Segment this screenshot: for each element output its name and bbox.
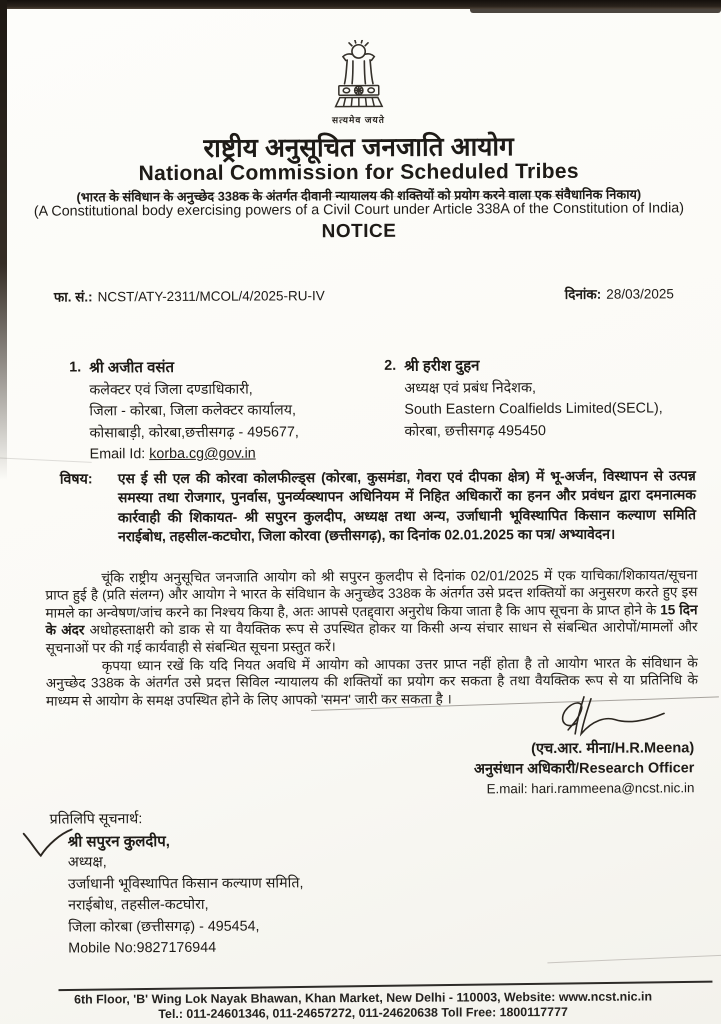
body-paragraph-1-lead: चूंकि राष्ट्रीय अनुसूचित जनजाति आयोग को श्री सपुरन कुलदीप से दिनांक 02/01/2025 में एक याचिका/शिकायत/सूचना प्राप्त हुई है (प्रति संलग्न) और आयोग ने भारत के संविधान के अनुच्छेद 338क के अंतर्गत उसे प्रदत्त शक्तियों का अनुसरण करते हुए इस मामले का अन्वेषण/जांच करने का निश्चय किया है, अतः आपसे एतद्द्वारा अनुरोध किया जाता है कि आप सूचना के प्राप्त होने के [45,567,698,621]
body-paragraph-1 [45,566,697,656]
addressee-1-number: 1. [69,359,82,376]
date-label: दिनांक: [564,286,602,302]
copy-to-line: जिला कोरबा (छत्तीसगढ़) - 495454, [68,918,260,936]
org-subtitle-hindi: (भारत के संविधान के अनुच्छेद 338क के अंतर्गत दीवानी न्यायालय की शक्तियों को प्रयोग करने वाला एक संवैधानिक निकाय) [76,186,642,205]
file-number-value: NCST/ATY-2311/MCOL/4/2025-RU-IV [97,288,325,305]
addressee-2 [384,354,707,464]
subject-text: एस ई सी एल की कोरवा कोलफील्ड्स (कोरबा, कुसमंडा, गेवरा एवं दीपका क्षेत्र) में भू-अर्जन, विस्थापन से उत्पन्न समस्या तथा रोजगार, पुनर्वास, पुनर्व्यव्स्थापन अधिनियम में निहित अधिकारों का हनन और प्रवंधन द्वारा दमनात्मक कार्रवाही की शिकायत- श्री सपुरन कुलदीप, अध्यक्ष तथा अन्य, उर्जाधानी भूविस्थापित किसान कल्याण समिति नराईबोध, तहसील-कटघोरा, जिला कोरवा (छत्तीसगढ़), का दिनांक 02.01.2025 का पत्र/ अभ्यावेदन। [117,467,697,545]
copy-to-line: उर्जाधानी भूविस्थापित किसान कल्याण समिति, [67,874,304,893]
file-number-group [54,286,325,305]
org-title-hindi: राष्ट्रीय अनुसूचित जनजाति आयोग [203,131,514,163]
addressee-2-line: अध्यक्ष एवं प्रबंध निदेशक, [404,379,536,397]
emblem-motto: सत्यमेव जयते [331,114,385,126]
signatory-email-row [474,778,695,799]
org-subtitle-english: (A Constitutional body exercising powers of a Civil Court under Article 338A of the Constitution of India) [33,200,684,220]
copy-to-line: Mobile No:9827176944 [68,939,217,957]
signatory-email-label: E.mail: [486,781,528,797]
subject-section [60,466,696,547]
file-number-label: फा. सं.: [53,289,93,305]
notice-heading: NOTICE [321,220,397,243]
national-emblem-icon [0,38,719,118]
signatory-designation: अनुसंधान अधिकारी/Research Officer [473,760,695,778]
addressee-1-details [89,356,299,466]
addressee-1-line: कोसाबाड़ी, कोरबा,छत्तीसगढ़ - 495677, [89,423,299,441]
org-title-english: National Commission for Scheduled Tribes [138,159,579,186]
addressee-2-number: 2. [384,357,397,374]
copy-to-heading: प्रतिलिपि सूचनार्थ: [49,811,143,828]
copy-to-line: अध्यक्ष, [67,854,107,871]
subject-label: विषय: [59,471,93,488]
addressee-2-line: South Eastern Coalfields Limited(SECL), [404,400,663,418]
body-paragraph-2: कृपया ध्यान रखें कि यदि नियत अवधि में आयोग को आपका उत्तर प्राप्त नहीं होता है तो आयोग भारत के संविधान के अनुच्छेद 338क के अंतर्गत उसे प्रदत्त सिविल न्यायालय की शक्तियों का प्रयोग कर सकता है तथा वैयक्तिक रूप से या प्रतिनिधि के माध्यम से आयोग के समक्ष उपस्थित होने के लिए आपको 'समन' जारी कर सकता है । [45,655,698,709]
addressee-2-name: श्री हरीश दुहन [404,357,480,375]
reference-row [54,284,674,305]
signatory-name: (एच.आर. मीना/H.R.Meena) [531,740,695,758]
footer-address: 6th Floor, 'B' Wing Lok Nayak Bhawan, Khan Market, New Delhi - 110003, Website: www.ncst.nic.in [74,989,653,1007]
copy-to-block [50,808,304,960]
body-paragraph-1-rest: अधोहस्ताक्षरी को डाक से या वैयक्तिक रूप से उपस्थित होकर या किसी अन्य संचार साधन से संबन्धित आरोपों/मामलों और सूचनाओं पर की गई कार्यवाही से संबन्धित सूचना प्रस्तुत करें। [45,619,698,656]
body-paragraph-1-deadline: 15 दिन के अंदर [45,602,698,638]
footer-phone: Tel.: 011-24601346, 011-24657272, 011-24620638 Toll Free: 1800117777 [158,1004,568,1022]
addressee-2-line: कोरबा, छत्तीसगढ़ 495450 [404,422,546,440]
addressee-list [69,354,707,466]
addressee-1-line: जिला - कोरबा, जिला कलेक्टर कार्यालय, [89,402,297,420]
signatory-email: hari.rammeena@ncst.nic.in [531,780,695,797]
addressee-1-name: श्री अजीत वसंत [89,358,175,377]
addressee-2-details [404,354,663,464]
addressee-1-email-label: Email Id: [89,446,146,463]
addressee-1-email: korba.cg@gov.in [149,445,256,463]
addressee-1-line: कलेक्टर एवं जिला दण्डाधिकारी, [89,381,253,398]
date-group [565,284,674,303]
copy-to-line: नराईबोध, तहसील-कटघोरा, [68,896,209,914]
addressee-1 [69,356,385,466]
date-value: 28/03/2025 [606,286,674,302]
paper-crease-bottom [547,955,721,964]
copy-to-name: श्री सपुरन कुलदीप, [67,832,170,851]
signatory-block [474,738,695,799]
copy-to-details [68,830,304,960]
